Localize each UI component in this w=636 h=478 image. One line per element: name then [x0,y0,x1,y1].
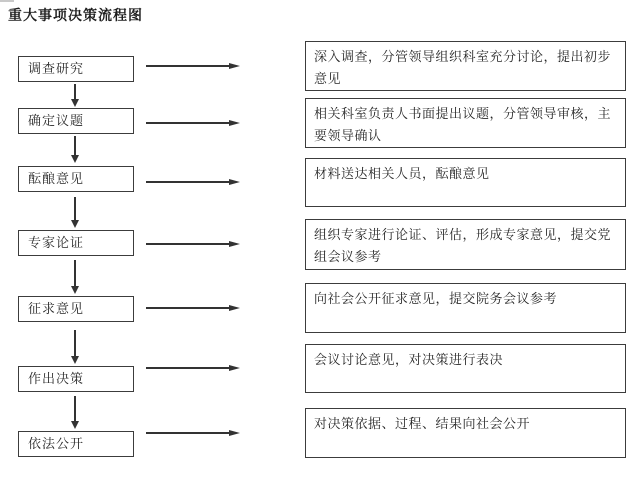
step-desc-box: 深入调查，分管领导组织科室充分讨论，提出初步意见 [305,41,626,91]
step-box-yifa-gongkai: 依法公开 [18,431,134,457]
arrow-down-icon [70,260,79,294]
step-desc-box: 对决策依据、过程、结果向社会公开 [305,408,626,458]
arrow-right-icon [146,428,240,438]
step-box-zhuanjia-lunzheng: 专家论证 [18,230,134,256]
arrow-right-icon [146,363,240,373]
step-box-zuochu-juece: 作出决策 [18,366,134,392]
step-box-diaocha-yanjiu: 调查研究 [18,56,134,82]
step-desc-box: 会议讨论意见，对决策进行表决 [305,344,626,393]
step-desc-box: 相关科室负责人书面提出议题，分管领导审核，主要领导确认 [305,98,626,148]
arrow-right-icon [146,118,240,128]
arrow-right-icon [146,61,240,71]
arrow-down-icon [70,396,79,429]
step-desc-box: 组织专家进行论证、评估，形成专家意见，提交党组会议参考 [305,219,626,270]
step-box-zhengqiu-yijian: 征求意见 [18,296,134,322]
arrow-down-icon [70,136,79,163]
step-box-yunniang-yijian: 酝酿意见 [18,166,134,192]
arrow-right-icon [146,303,240,313]
step-desc-box: 向社会公开征求意见，提交院务会议参考 [305,283,626,333]
arrow-right-icon [146,177,240,187]
arrow-down-icon [70,330,79,364]
page-title: 重大事项决策流程图 [8,7,143,23]
arrow-down-icon [70,197,79,228]
step-desc-box: 材料送达相关人员，酝酿意见 [305,158,626,207]
arrow-down-icon [70,84,79,107]
corner-artifact [0,0,14,2]
step-box-queding-yiti: 确定议题 [18,108,134,134]
arrow-right-icon [146,239,240,249]
